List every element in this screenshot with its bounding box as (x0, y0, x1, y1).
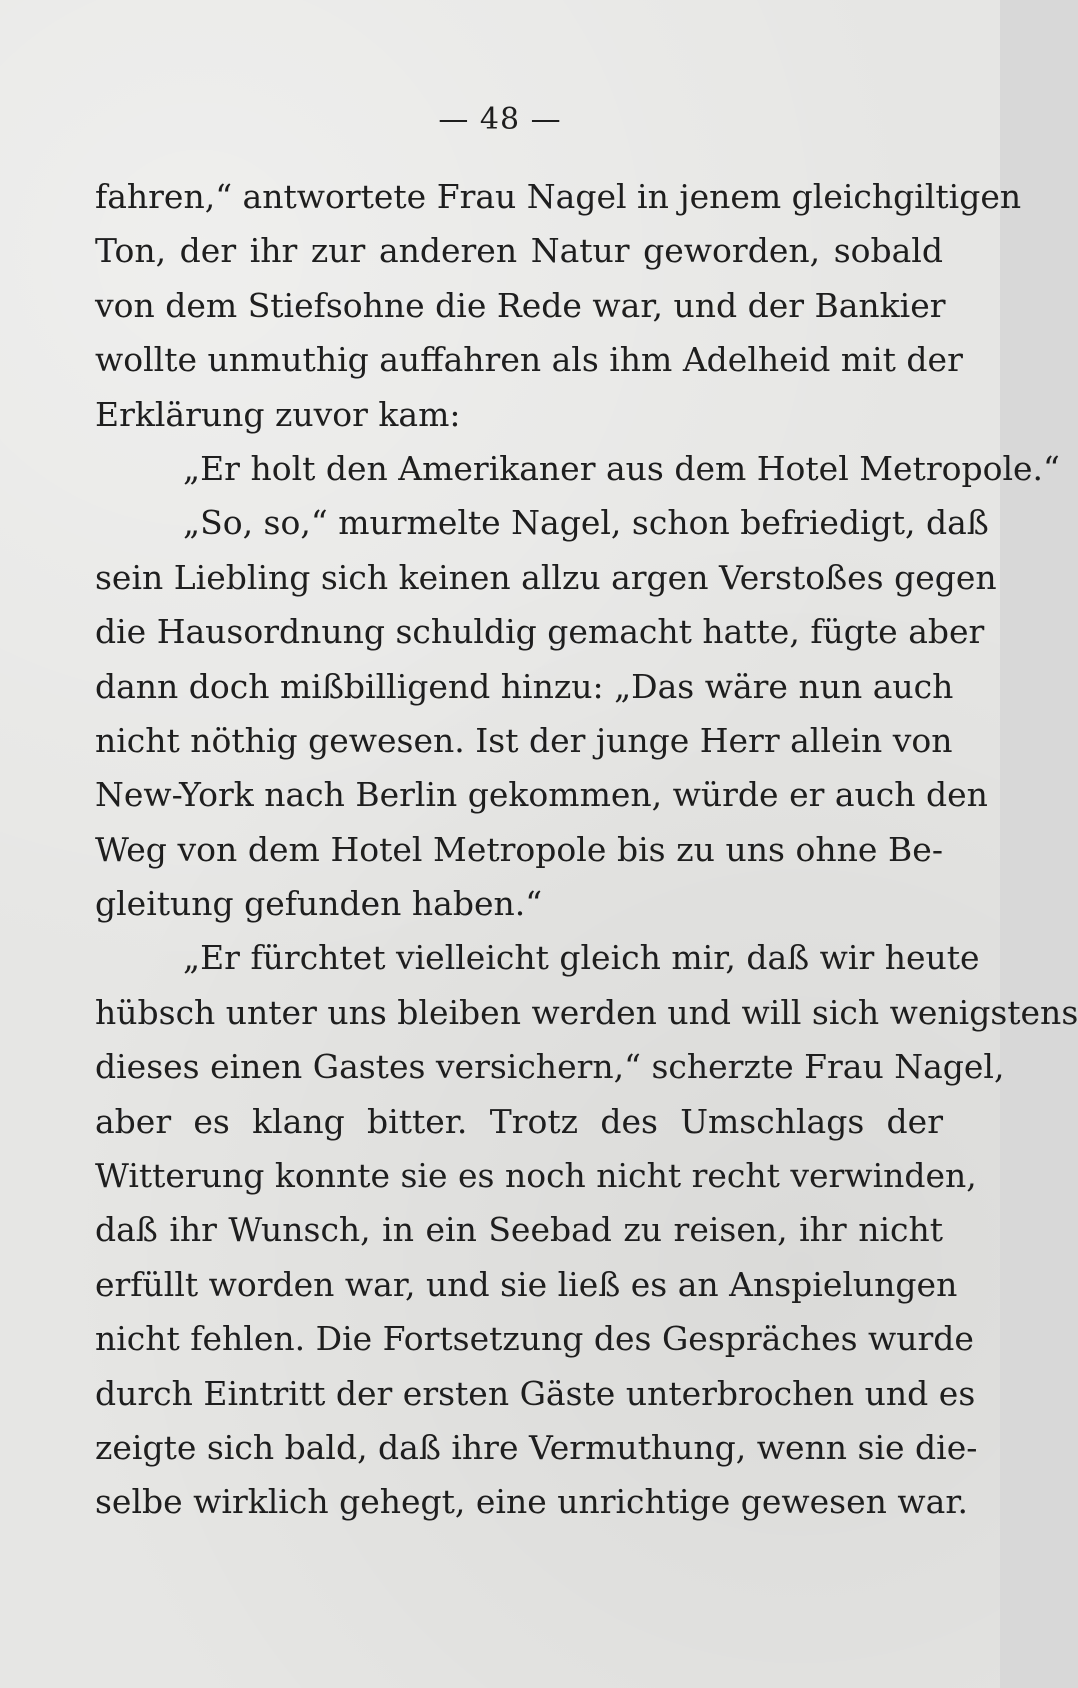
text-line: Erklärung zuvor kam: (95, 394, 461, 434)
text-line: „Er holt den Amerikaner aus dem Hotel Metropole.“ (183, 448, 1060, 488)
text-line: nicht nöthig gewesen. Ist der junge Herr allein von (95, 720, 953, 760)
text-line: von dem Stiefsohne die Rede war, und der Bankier (95, 285, 946, 325)
text-line: zeigte sich bald, daß ihre Vermuthung, wenn sie die- (95, 1427, 978, 1467)
text-line: fahren,“ antwortete Frau Nagel in jenem gleichgiltigen (95, 177, 1022, 216)
text-line: gleitung gefunden haben.“ (95, 884, 543, 924)
text-line: Witterung konnte sie es noch nicht recht verwinden, (95, 1156, 977, 1196)
text-line: „So, so,“ murmelte Nagel, schon befriedigt, daß (183, 503, 989, 543)
text-line: durch Eintritt der ersten Gäste unterbrochen und es (95, 1373, 976, 1413)
text-line: Ton, der ihr zur anderen Natur geworden, sobald (95, 231, 943, 271)
text-line: „Er fürchtet vielleicht gleich mir, daß wir heute (183, 938, 980, 978)
body-text (95, 170, 1078, 1530)
text-line: New-York nach Berlin gekommen, würde er auch den (95, 775, 988, 815)
text-line: wollte unmuthig auffahren als ihm Adelheid mit der (95, 340, 963, 380)
text-line: dann doch mißbilligend hinzu: „Das wäre nun auch (95, 666, 954, 706)
text-line: hübsch unter uns bleiben werden und will sich wenigstens (95, 992, 1078, 1032)
text-line: aber es klang bitter. Trotz des Umschlags der (95, 1101, 943, 1141)
text-line: nicht fehlen. Die Fortsetzung des Gespräches wurde (95, 1319, 974, 1359)
text-line: die Hausordnung schuldig gemacht hatte, fügte aber (95, 612, 985, 652)
text-line: sein Liebling sich keinen allzu argen Verstoßes gegen (95, 557, 997, 597)
text-line: dieses einen Gastes versichern,“ scherzte Frau Nagel, (95, 1047, 1005, 1087)
text-line: erfüllt worden war, und sie ließ es an Anspielungen (95, 1264, 958, 1304)
text-line: daß ihr Wunsch, in ein Seebad zu reisen, ihr nicht (95, 1210, 943, 1250)
text-line: Weg von dem Hotel Metropole bis zu uns ohne Be- (95, 829, 943, 869)
page-number: — 48 — (438, 102, 562, 137)
text-line: selbe wirklich gehegt, eine unrichtige gewesen war. (95, 1482, 968, 1522)
